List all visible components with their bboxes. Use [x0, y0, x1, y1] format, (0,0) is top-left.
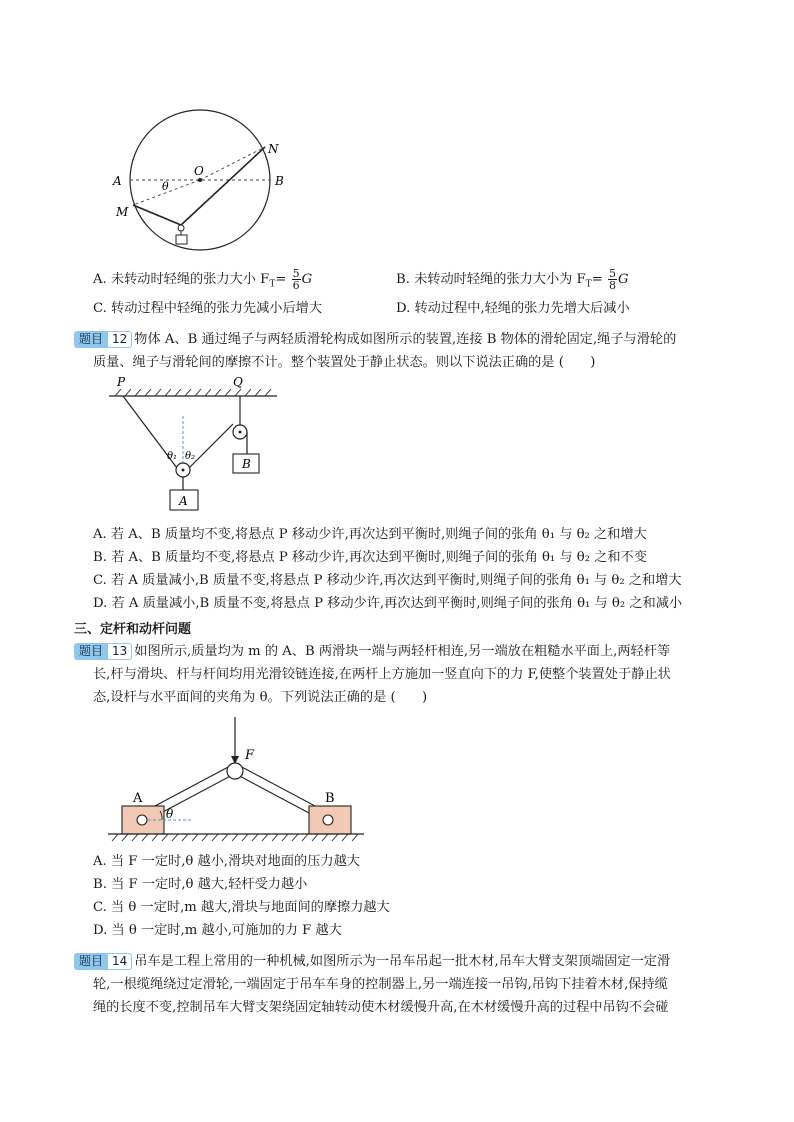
question-number: 14: [107, 953, 132, 970]
label-theta2: θ₂: [185, 451, 196, 462]
label-B: B: [325, 791, 335, 806]
q11-option-C: C. 转动过程中轻绳的张力先减小后增大: [93, 301, 323, 316]
rope-to-Q: [189, 424, 233, 468]
q12-option-D: D. 若 A 质量减小,B 质量不变,将悬点 P 移动少许,再次达到平衡时,则绳子间的张角 θ₁ 与 θ₂ 之和减小: [93, 596, 683, 611]
center-O: [198, 178, 202, 182]
label-F: F: [245, 748, 255, 763]
ground-hatch: [112, 834, 358, 841]
label-theta: θ: [166, 807, 174, 821]
question-tag: 题目: [74, 953, 107, 970]
hinge-A: [137, 815, 147, 825]
question-number: 12: [107, 331, 132, 348]
q12-option-C: C. 若 A 质量减小,B 质量不变,将悬点 P 移动少许,再次达到平衡时,则绳子间的张角 θ₁ 与 θ₂ 之和增大: [93, 573, 682, 588]
label-theta: θ: [162, 180, 169, 193]
q13-figure: [100, 712, 380, 847]
label-A: A: [179, 494, 188, 508]
hinge-B: [323, 815, 333, 825]
label-A: A: [133, 791, 143, 806]
q13-options: [93, 850, 390, 942]
q11-option-B: B. 未转动时轻绳的张力大小为 $F_T=$ $\frac{5}{8}$ G: [396, 267, 629, 292]
label-B: B: [275, 174, 284, 188]
label-O: O: [194, 164, 204, 178]
q12-stem: 题目 12 物体 A、B 通过绳子与两轻质滑轮构成如图所示的装置,连接 B 物体的滑轮固定,绳子与滑轮的 质量、绳子与滑轮间的摩擦不计。整个装置处于静止状态。则以下说法正确的是 ( ): [74, 328, 724, 374]
label-N: N: [268, 142, 279, 156]
q13-option-C: C. 当 θ 一定时,m 越大,滑块与地面间的摩擦力越大: [93, 900, 390, 915]
q13-option-B: B. 当 F 一定时,θ 越大,轻杆受力越小: [93, 877, 308, 892]
q13-option-A: A. 当 F 一定时,θ 越小,滑块对地面的压力越大: [93, 854, 360, 869]
fraction-5-6: $\frac{5}{6}$: [292, 267, 300, 292]
label-M: M: [116, 205, 129, 219]
q12-option-A: A. 若 A、B 质量均不变,将悬点 P 移动少许,再次达到平衡时,则绳子间的张角 θ₁ 与 θ₂ 之和增大: [93, 527, 647, 542]
rope-M: [133, 205, 181, 225]
hinge-top: [227, 763, 243, 779]
q11-option-D: D. 转动过程中,轻绳的张力先增大后减小: [396, 301, 630, 316]
label-Q: Q: [233, 375, 243, 389]
question-tag: 题目: [74, 643, 107, 660]
rope-N: [181, 147, 265, 225]
label-P: P: [117, 375, 126, 389]
label-A: A: [113, 174, 122, 188]
q12-option-B: B. 若 A、B 质量均不变,将悬点 P 移动少许,再次达到平衡时,则绳子间的张角 θ₁ 与 θ₂ 之和不变: [93, 550, 647, 565]
ceiling-hatch: [115, 389, 271, 396]
q12-figure: [105, 372, 295, 517]
q14-stem: 题目 14 吊车是工程上常用的一种机械,如图所示为一吊车吊起一批木材,吊车大臂支架顶端固定一定滑 轮,一根缆绳绕过定滑轮,一端固定于吊车车身的控制器上,另一端连接一吊钩,吊钩下挂着木材,保持缆 绳的长度不变,控制吊车大臂支架绕固定轴转动使木材缓慢升高,在木材缓慢升高的过程中吊钩不会碰: [74, 950, 724, 1019]
hook-ring: [178, 225, 184, 231]
hanging-weight: [176, 235, 187, 244]
q12-options: [93, 523, 682, 615]
q13-option-D: D. 当 θ 一定时,m 越小,可施加的力 F 越大: [93, 923, 342, 938]
q13-stem: 题目 13 如图所示,质量均为 m 的 A、B 两滑块一端与两轻杆相连,另一端放在粗糙水平面上,两轻杆等 长,杆与滑块、杆与杆间均用光滑铰链连接,在两杆上方施加一竖直向下的力 F,使整个装置处于静止状 态,设杆与水平面间的夹角为 θ。下列说法正确的是 ( ): [74, 640, 724, 709]
question-number: 13: [107, 643, 132, 660]
fraction-5-8: $\frac{5}{8}$: [608, 267, 616, 292]
q11-option-A: A. 未转动时轻绳的张力大小 $F_T=$ $\frac{5}{6}$ G: [93, 267, 313, 292]
question-tag: 题目: [74, 331, 107, 348]
section-heading: 三、定杆和动杆问题: [74, 622, 192, 637]
q11-figure: [105, 95, 305, 260]
label-B: B: [242, 457, 251, 471]
dashed-ON: [200, 147, 265, 180]
label-theta1: θ₁: [167, 451, 178, 462]
